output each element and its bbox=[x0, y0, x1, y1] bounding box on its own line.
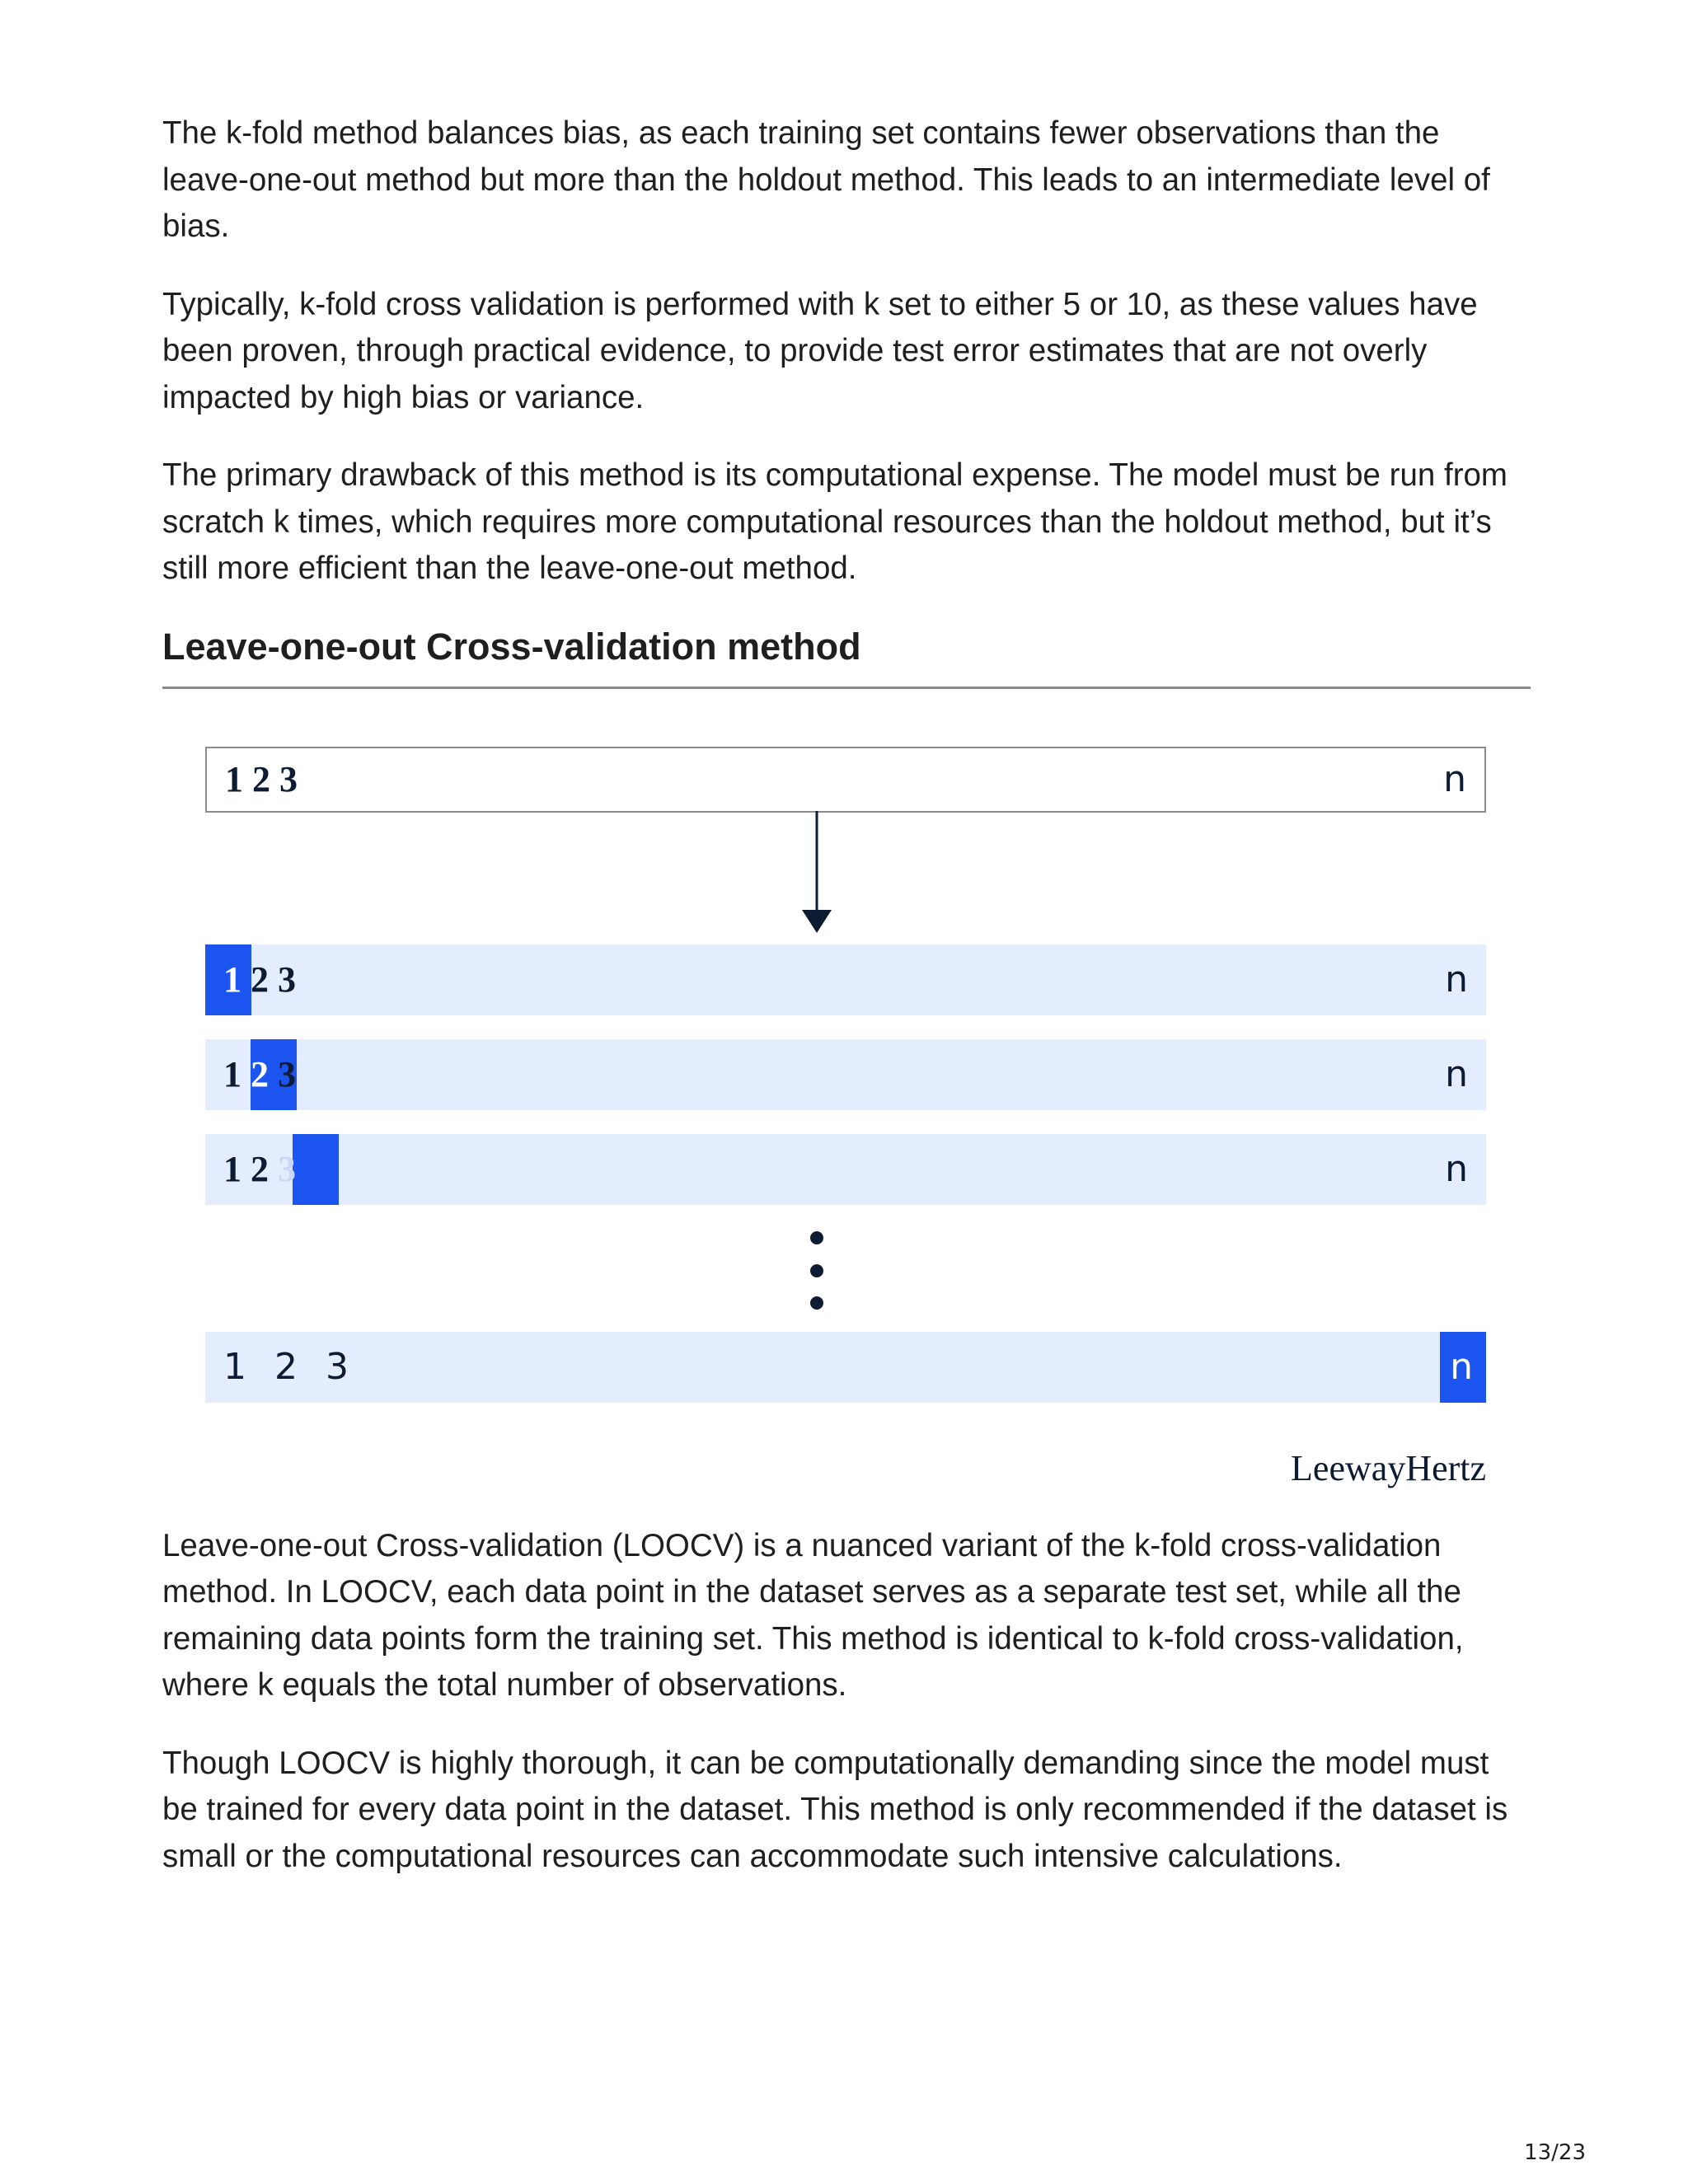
index-3: 3 bbox=[325, 1346, 350, 1388]
ellipsis-dot bbox=[810, 1296, 823, 1310]
loocv-diagram bbox=[162, 689, 1531, 1513]
index-2: 2 bbox=[252, 759, 270, 799]
index-n: n bbox=[1445, 1053, 1468, 1095]
paragraph-kfold-bias: The k-fold method balances bias, as each training set contains fewer observations than the leave-one-out method but more than the holdout method. This leads to an intermediate level of bias. bbox=[162, 115, 1490, 244]
index-1: 1 bbox=[223, 1149, 241, 1189]
page-number: 13/23 bbox=[1524, 2140, 1586, 2165]
index-n: n bbox=[1450, 1346, 1473, 1388]
index-2: 2 bbox=[251, 959, 269, 1000]
fold-last-indices bbox=[223, 1332, 350, 1403]
index-3: 3 bbox=[278, 1149, 296, 1189]
ellipsis-dot bbox=[810, 1231, 823, 1244]
section-heading-loocv: Leave-one-out Cross-validation method bbox=[162, 624, 1531, 689]
fold-bar-2 bbox=[205, 1039, 1486, 1110]
index-2: 2 bbox=[274, 1346, 299, 1388]
fold-1-indices bbox=[223, 944, 296, 1015]
fold-bar-last bbox=[205, 1332, 1486, 1403]
down-arrow-icon bbox=[800, 811, 833, 935]
paragraph-kfold-k-values: Typically, k-fold cross validation is performed with k set to either 5 or 10, as these values have been proven, through practical evidence, to provide test error estimates that are not overly impacted by high bias or variance. bbox=[162, 286, 1478, 415]
index-3: 3 bbox=[278, 1054, 296, 1094]
full-dataset-indices bbox=[225, 748, 298, 811]
fold-bar-1 bbox=[205, 944, 1486, 1015]
index-1: 1 bbox=[225, 759, 243, 799]
fold-2-indices bbox=[223, 1039, 296, 1110]
index-3: 3 bbox=[278, 959, 296, 1000]
paragraph-kfold-drawback: The primary drawback of this method is its computational expense. The model must be run from scratch k times, which requires more computational resources than the holdout method, but it’s still more efficient than the leave-one-out method. bbox=[162, 457, 1508, 586]
paragraph-loocv-definition: Leave-one-out Cross-validation (LOOCV) is a nuanced variant of the k-fold cross-validation method. In LOOCV, each data point in the dataset serves as a separate test set, while all the remaining data points form the training set. This method is identical to k-fold cross-validation, where k equals the total number of observations. bbox=[162, 1527, 1464, 1703]
ellipsis-dot bbox=[810, 1264, 823, 1277]
full-dataset-bar bbox=[205, 747, 1486, 813]
paragraph-loocv-cost: Though LOOCV is highly thorough, it can be computationally demanding since the model must be trained for every data point in the dataset. This method is only recommended if the dataset is small or the computational resources can accommodate such intensive calculations. bbox=[162, 1745, 1508, 1874]
index-n: n bbox=[1443, 758, 1466, 800]
index-n: n bbox=[1445, 1148, 1468, 1190]
index-2: 2 bbox=[251, 1149, 269, 1189]
index-1: 1 bbox=[223, 1054, 241, 1094]
index-2: 2 bbox=[251, 1054, 269, 1094]
index-3: 3 bbox=[279, 759, 298, 799]
index-1: 1 bbox=[223, 959, 241, 1000]
fold-3-indices bbox=[223, 1134, 296, 1205]
test-point-highlight bbox=[293, 1134, 339, 1205]
leewayhertz-watermark: LeewayHertz bbox=[1291, 1447, 1486, 1488]
index-1: 1 bbox=[223, 1346, 248, 1388]
article-content bbox=[162, 110, 1531, 1911]
index-n: n bbox=[1445, 958, 1468, 1001]
fold-bar-3 bbox=[205, 1134, 1486, 1205]
